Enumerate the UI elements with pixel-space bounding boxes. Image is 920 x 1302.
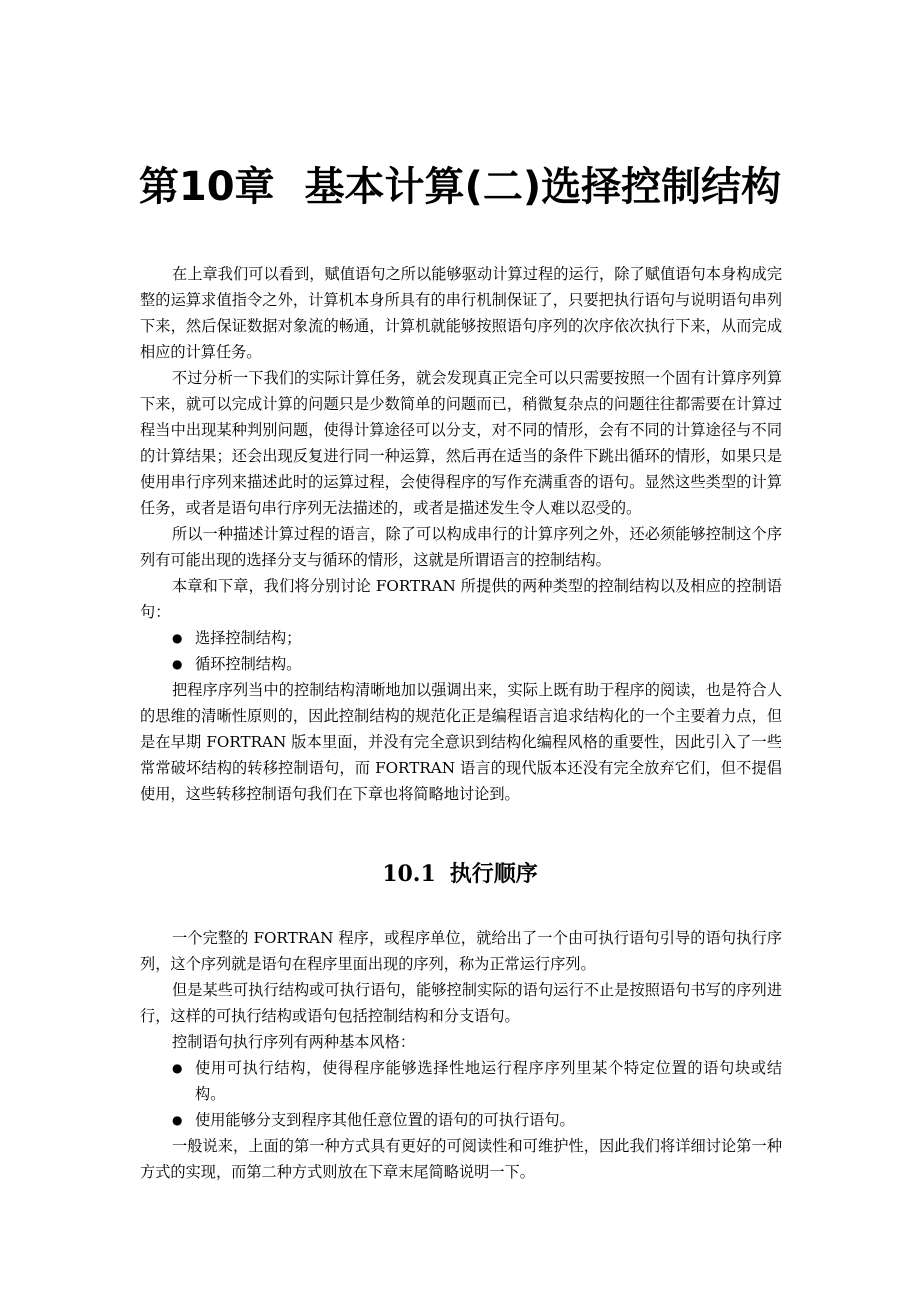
chapter-title	[0, 160, 920, 214]
section-paragraph-3: 控制语句执行序列有两种基本风格：	[172, 1033, 415, 1051]
bullet-dot-icon: ●	[172, 631, 183, 645]
intro-paragraph-3: 所以一种描述计算过程的语言，除了可以构成串行的计算序列之外，还必须能够控制这个序列有可能出现的选择分支与循环的情形，这就是所谓语言的控制结构。	[140, 525, 782, 569]
section-title-text: 执行顺序	[449, 861, 538, 887]
bullet-dot-icon: ●	[172, 657, 183, 671]
list-item	[140, 651, 782, 677]
intro-section	[140, 261, 782, 807]
intro-closing-paragraph: 把程序序列当中的控制结构清晰地加以强调出来，实际上既有助于程序的阅读，也是符合人的思维的清晰性原则的，因此控制结构的规范化正是编程语言追求结构化的一个主要着力点，但是在早期 FORTRAN 版本里面，并没有完全意识到结构化编程风格的重要性，因此引入了一些常常破坏结构的转移控制语句，而 FORTRAN 语言的现代版本还没有完全放弃它们，但不提倡使用，这些转移控制语句我们在下章也将简略地讨论到。	[140, 681, 782, 803]
chapter-number: 第10章	[138, 164, 275, 210]
section-closing-paragraph: 一般说来，上面的第一种方式具有更好的可阅读性和可维护性，因此我们将详细讨论第一种方式的实现，而第二种方式则放在下章末尾简略说明一下。	[140, 1137, 782, 1181]
intro-paragraph-1: 在上章我们可以看到，赋值语句之所以能够驱动计算过程的运行，除了赋值语句本身构成完整的运算求值指令之外，计算机本身所具有的串行机制保证了，只要把执行语句与说明语句串列下来，然后保证数据对象流的畅通，计算机就能够按照语句序列的次序依次执行下来，从而完成相应的计算任务。	[140, 265, 782, 361]
list-item	[140, 625, 782, 651]
bullet-text: 使用能够分支到程序其他任意位置的语句的可执行语句。	[195, 1111, 575, 1129]
bullet-text: 使用可执行结构，使得程序能够选择性地运行程序序列里某个特定位置的语句块或结构。	[195, 1059, 782, 1103]
bullet-dot-icon: ●	[172, 1113, 183, 1127]
intro-paragraph-2: 不过分析一下我们的实际计算任务，就会发现真正完全可以只需要按照一个固有计算序列算下来，就可以完成计算的问题只是少数简单的问题而已，稍微复杂点的问题往往都需要在计算过程当中出现某种判别问题，使得计算途径可以分支，对不同的情形，会有不同的计算途径与不同的计算结果；还会出现反复进行同一种运算，然后再在适当的条件下跳出循环的情形，如果只是使用串行序列来描述此时的运算过程，会使得程序的写作充满重沓的语句。显然这些类型的计算任务，或者是语句串行序列无法描述的，或者是描述发生令人难以忍受的。	[140, 369, 782, 517]
section-paragraph-2: 但是某些可执行结构或可执行语句，能够控制实际的语句运行不止是按照语句书写的序列进行，这样的可执行结构或语句包括控制结构和分支语句。	[140, 981, 782, 1025]
section-number: 10.1	[382, 861, 436, 887]
bullet-text: 选择控制结构；	[195, 629, 302, 647]
section-body	[140, 925, 782, 1185]
bullet-text: 循环控制结构。	[195, 655, 302, 673]
section-heading	[0, 856, 920, 892]
intro-bullet-list	[140, 625, 782, 677]
list-item	[140, 1107, 782, 1133]
bullet-dot-icon: ●	[172, 1061, 183, 1075]
section-paragraph-1: 一个完整的 FORTRAN 程序，或程序单位，就给出了一个由可执行语句引导的语句执行序列，这个序列就是语句在程序里面出现的序列，称为正常运行序列。	[140, 929, 782, 973]
intro-paragraph-4: 本章和下章，我们将分别讨论 FORTRAN 所提供的两种类型的控制结构以及相应的控制语句：	[140, 577, 782, 621]
chapter-title-text: 基本计算(二)选择控制结构	[304, 164, 782, 210]
list-item	[140, 1055, 782, 1107]
section-bullet-list	[140, 1055, 782, 1133]
